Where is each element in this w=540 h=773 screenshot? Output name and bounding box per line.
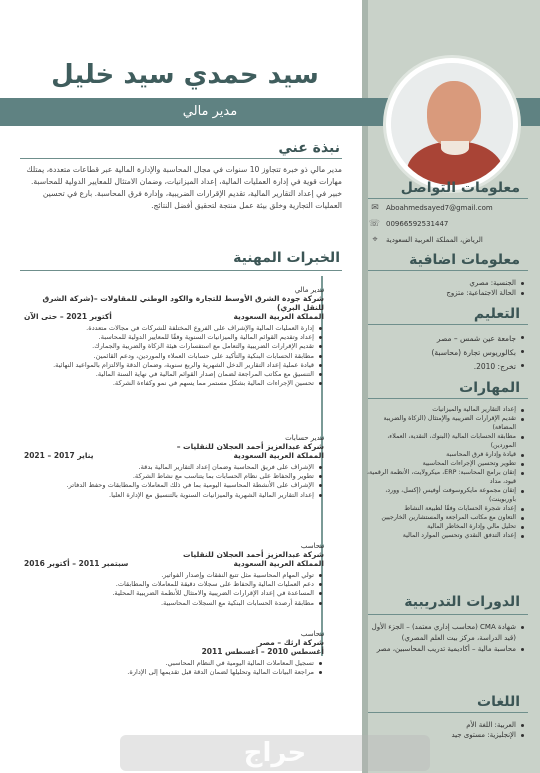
skill-item: قيادة وإدارة فرق المحاسبة [364,450,526,459]
job-company: شركة عبدالعزيز أحمد العجلان للنقليات – [176,442,324,451]
additional-heading: معلومات اضافية [409,252,520,268]
job-entry [24,542,324,608]
job-company: شركة عبدالعزيز أحمد العجلان للنقليات [183,550,324,559]
skills-heading: المهارات [459,380,520,396]
job-task: دعم العمليات المالية والحفاظ على سجلات دقيقة للمعاملات والمطابقات. [24,580,324,589]
language-item: الإنجليزية: مستوى جيد [366,730,526,740]
additional-divider [368,270,528,271]
skills-list [364,405,526,540]
address-row [370,232,520,248]
contact-divider [368,198,528,199]
skill-item: تطوير وتحسين الإجراءات المحاسبية [364,459,526,468]
location-pin-icon: ⌖ [372,235,378,245]
job-task: إعداد التقارير المالية الشهرية والميزانيات السنوية بالتنسيق مع الإدارة العليا. [24,491,324,500]
job-location: المملكة العربية السعودية [233,451,324,460]
phone-row[interactable] [370,216,520,232]
haraj-watermark: حراج [120,735,430,771]
job-entry [24,434,324,500]
training-list [366,622,526,655]
training-divider [368,614,528,615]
additional-list [366,278,526,298]
language-item: العربية: اللغة الأم [366,720,526,730]
education-item: جامعة عين شمس – مصر [366,332,526,346]
mail-icon: ✉ [371,203,379,213]
job-company: شركة جودة الشرق الأوسط للتجارة والكود الوطني للمقاولات –(شركة الشرق للنقل البري) [42,294,324,312]
profile-text: مدير مالي ذو خبرة تتجاوز 10 سنوات في مجال المحاسبة والإدارة المالية عبر قطاعات متعددة، يمتلك مهارات قوية في إدارة العمليات المالية، إعداد الميزانيات، وضمان الامتثال للمعايير الدولية للمحاسبة. خبير في إعداد التقارير المالية، تقديم الإقرارات الضريبية، وإدارة فرق المحاسبة. بارع في تحسين العمليات التجارية وخلق بيئة عمل منتجة لتحقيق أفضل النتائج. [26,165,342,210]
contact-heading: معلومات التواصل [400,180,520,196]
training-heading: الدورات التدريبية [404,594,520,610]
job-entry [24,286,324,388]
contact-list [370,200,520,248]
job-dates: يناير 2017 – 2021 [24,451,94,460]
skill-item: التعاون مع مكاتب المراجعة والمستشارين الخارجيين [364,513,526,522]
languages-heading: اللغات [477,694,520,710]
email-row[interactable] [370,200,520,216]
job-tasks [24,659,324,677]
skill-item: إعداد شجرة الحسابات وفقًا لطبيعة النشاط [364,504,526,513]
profile-photo [386,58,518,190]
job-task: تطوير والحفاظ على نظام الحسابات بما يتناسب مع نشاط الشركة. [24,472,324,481]
skill-item: تحليل مالي وإدارة المخاطر المالية [364,522,526,531]
skill-item: إعداد التدفق النقدي وتحسين الموارد المالية [364,531,526,540]
job-tasks [24,463,324,500]
job-task: تقديم الإقرارات الضريبية والتعامل مع استفسارات هيئة الزكاة والضريبة والجمارك. [24,342,324,351]
skill-item: إتقان مجموعة مايكروسوفت أوفيس (إكسل، وورد، باوربوينت) [364,486,526,504]
experience-heading: الخبرات المهنية [233,250,340,266]
address-text: الرياض، المملكة العربية السعودية [386,236,483,244]
education-divider [368,324,528,325]
phone-text[interactable]: 00966592531447 [386,220,449,228]
skill-item: إتقان برامج المحاسبة: ERP، ميكرولايت، الأنظمة الرقمية، قيود، مداد [364,468,526,486]
job-task: تحسين الإجراءات المالية بشكل مستمر مما يسهم في نمو وكفاءة الشركة. [24,379,324,388]
skill-item: مطابقة الحسابات المالية (البنوك، النقدية، العملاء، الموردين) [364,432,526,450]
education-list [366,332,526,374]
languages-divider [368,712,528,713]
skills-divider [368,398,528,399]
additional-item: الحالة الاجتماعية: متزوج [366,288,526,298]
additional-item: الجنسية: مصري [366,278,526,288]
experience-divider [20,270,342,271]
training-item: شهادة CMA (محاسب إداري معتمد) – الجزء الأول (قيد الدراسة، مركز بيت العلم المصري) [366,622,526,644]
job-role: محاسب [300,630,324,638]
skill-item: تقديم الإقرارات الضريبية والإمتثال (الزكاة والضريبة المضافة) [364,414,526,432]
job-location: المملكة العربية السعودية [233,559,324,568]
job-location: المملكة العربية السعودية [233,312,324,321]
job-task: التنسيق مع مكاتب المراجعة لضمان إصدار القوائم المالية في نهاية السنة المالية. [24,370,324,379]
job-tasks [24,324,324,388]
education-heading: التعليم [473,306,520,322]
job-dates: أكتوبر 2021 – حتى الآن [24,312,112,321]
phone-icon: ☏ [368,219,380,229]
job-task: تسجيل المعاملات المالية اليومية في النظام المحاسبي. [24,659,324,668]
email-text[interactable]: Aboahmedsayed7@gmail.com [386,204,493,212]
job-task: الإشراف على الأنشطة المحاسبية اليومية بما في ذلك المعاملات والمطابقات وحفظ الدفاتر. [24,481,324,490]
job-task: مطابقة أرصدة الحسابات البنكية مع السجلات المحاسبية. [24,599,324,608]
job-dates: أغسطس 2010 – أغسطس 2011 [201,647,324,656]
job-tasks [24,571,324,608]
person-name: سيد حمدي سيد خليل [51,60,319,90]
education-item: تخرج: 2010. [366,360,526,374]
job-task: المساعدة في إعداد الإقرارات الضريبية والامتثال للأنظمة الضريبية المحلية. [24,589,324,598]
job-task: الإشراف على فريق المحاسبة وضمان إعداد التقارير المالية بدقة. [24,463,324,472]
job-task: إعداد وتقديم القوائم المالية والميزانيات السنوية وفقًا للمعايير الدولية للمحاسبة. [24,333,324,342]
job-task: إدارة العمليات المالية والإشراف على الفروع المختلفة للشركات في مجالات متعددة. [24,324,324,333]
job-task: قيادة عملية إعداد التقارير الدخل الشهرية والربع سنوية، وضمان الدقة والالتزام بالمواعيد النهائية. [24,361,324,370]
job-role: محاسب [300,542,324,550]
job-role: مدير مالي [294,286,324,294]
job-task: تولي المهام المحاسبية مثل تتبع النفقات وإصدار الفواتير. [24,571,324,580]
job-task: مراجعة البيانات المالية وتحليلها لضمان الدقة قبل تقديمها إلى الإدارة. [24,668,324,677]
job-task: مطابقة الحسابات البنكية والتأكيد على حسابات العملاء والموردين، ودعم القائمين. [24,352,324,361]
skill-item: إعداد التقارير المالية والميزانيات [364,405,526,414]
job-title: مدير مالي [182,104,238,119]
education-item: بكالوريوس تجارة (محاسبة) [366,346,526,360]
job-company: شركة ارثك – مصر [258,638,324,647]
job-dates: سبتمبر 2011 – أكتوبر 2016 [24,559,129,568]
job-entry [24,630,324,677]
profile-divider [20,158,342,159]
profile-heading: نبذة عني [278,140,340,156]
training-item: محاسبة مالية – أكاديمية تدريب المحاسبين، مصر [366,644,526,655]
job-role: مدير حسابات [285,434,324,442]
